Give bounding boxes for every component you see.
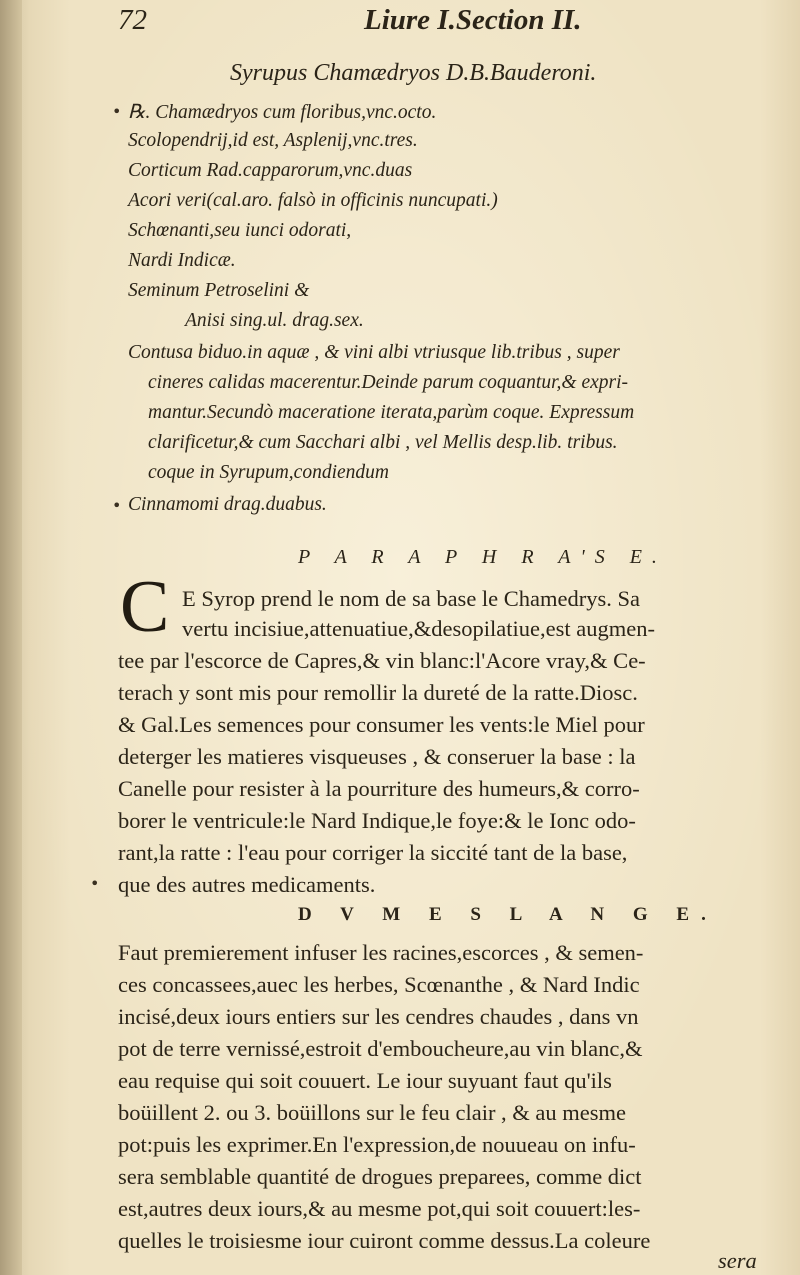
paraphrase-line: rant,la ratte : l'eau pour corriger la siccité tant de la base,	[118, 840, 628, 865]
recipe-line: clarificetur,& cum Sacchari albi , vel Mellis desp.lib. tribus.	[148, 432, 618, 453]
meslange-line: Faut premierement infuser les racines,escorces , & semen-	[118, 940, 644, 965]
paraphrase-line: que des autres medicaments.	[118, 872, 376, 897]
paraphrase-line: terach y sont mis pour remollir la dureté de la ratte.Diosc.	[118, 680, 638, 705]
recipe-line: coque in Syrupum,condiendum	[148, 462, 389, 483]
meslange-heading: D V M E S L A N G E.	[298, 904, 718, 925]
catchword: sera	[718, 1248, 757, 1273]
running-head: Liure I.Section II.	[364, 4, 582, 36]
meslange-line: boüillent 2. ou 3. boüillons sur le feu clair , & au mesme	[118, 1100, 627, 1125]
margin-dot: •	[112, 496, 122, 515]
recipe-line: cineres calidas macerentur.Deinde parum coquantur,& expri-	[148, 372, 629, 393]
recipe-line: mantur.Secundò maceratione iterata,parùm coque. Expressum	[148, 402, 635, 423]
meslange-line: quelles le troisiesme iour cuiront comme dessus.La coleure	[118, 1228, 651, 1253]
paraphrase-heading: P A R A P H R A'S E.	[298, 546, 667, 568]
recipe-line: Seminum Petroselini &	[128, 280, 310, 301]
meslange-line: sera semblable quantité de drogues preparees, comme dict	[118, 1164, 642, 1189]
meslange-line: eau requise qui soit couuert. Le iour suyuant faut qu'ils	[118, 1068, 612, 1093]
recipe-line: Nardi Indicæ.	[128, 250, 236, 271]
recipe-line: Contusa biduo.in aquæ , & vini albi vtriusque lib.tribus , super	[128, 342, 620, 363]
meslange-line: pot:puis les exprimer.En l'expression,de nouueau on infu-	[118, 1132, 636, 1157]
recipe-line: Anisi sing.ul. drag.sex.	[185, 310, 364, 331]
meslange-line: est,autres deux iours,& au mesme pot,qui soit couuert:les-	[118, 1196, 641, 1221]
meslange-line: ces concassees,auec les herbes, Scœnanthe , & Nard Indic	[118, 972, 640, 997]
recipe-line: Scolopendrij,id est, Asplenij,vnc.tres.	[128, 130, 418, 151]
page-number: 72	[118, 4, 147, 36]
drop-cap: C	[120, 566, 170, 648]
paraphrase-line: vertu incisiue,attenuatiue,&desopilatiue,est augmen-	[182, 616, 655, 641]
meslange-line: incisé,deux iours entiers sur les cendres chaudes , dans vn	[118, 1004, 639, 1029]
paraphrase-line: deterger les matieres visqueuses , & conseruer la base : la	[118, 744, 636, 769]
paraphrase-line: tee par l'escorce de Capres,& vin blanc:l'Acore vray,& Ce-	[118, 648, 646, 673]
recipe-line: Acori veri(cal.aro. falsò in officinis nuncupati.)	[128, 190, 498, 211]
recipe-title: Syrupus Chamædryos D.B.Bauderoni.	[230, 60, 597, 86]
margin-dot: •	[90, 874, 100, 893]
paraphrase-line: E Syrop prend le nom de sa base le Chamedrys. Sa	[182, 586, 641, 611]
recipe-line: Corticum Rad.capparorum,vnc.duas	[128, 160, 413, 181]
meslange-line: pot de terre vernissé,estroit d'emboucheure,au vin blanc,&	[118, 1036, 643, 1061]
recipe-line: Schœnanti,seu iunci odorati,	[128, 220, 352, 241]
recipe-line: ℞. Chamædryos cum floribus,vnc.octo.	[128, 102, 437, 123]
paraphrase-line: & Gal.Les semences pour consumer les vents:le Miel pour	[118, 712, 645, 737]
paraphrase-line: Canelle pour resister à la pourriture des humeurs,& corro-	[118, 776, 640, 801]
paraphrase-line: borer le ventricule:le Nard Indique,le foye:& le Ionc odo-	[118, 808, 636, 833]
recipe-line: Cinnamomi drag.duabus.	[128, 494, 327, 515]
margin-dot: •	[112, 102, 122, 121]
